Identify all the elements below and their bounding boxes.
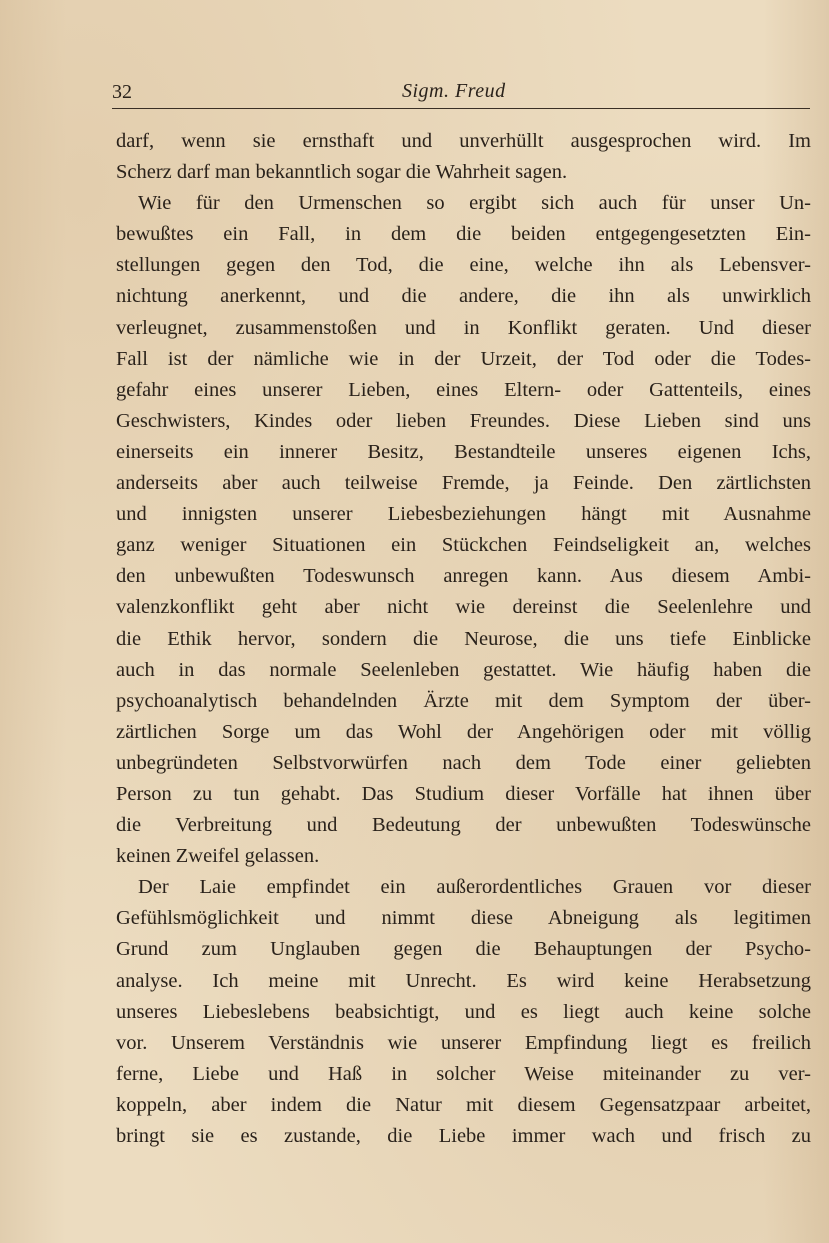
text-line: und innigsten unserer Liebesbeziehungen hängt mit Ausnahme — [116, 503, 811, 526]
text-line: koppeln, aber indem die Natur mit diesem Gegensatzpaar arbeitet, — [116, 1093, 811, 1116]
text-line: auch in das normale Seelenleben gestattet. Wie häufig haben die — [116, 658, 811, 681]
text-line: Der Laie empfindet ein außerordentliches Grauen vor dieser — [138, 876, 811, 899]
text-line: darf, wenn sie ernsthaft und unverhüllt ausgesprochen wird. Im — [116, 130, 811, 152]
text-line: Grund zum Unglauben gegen die Behauptungen der Psycho- — [116, 938, 811, 961]
text-line: unbegründeten Selbstvorwürfen nach dem Tode einer geliebten — [116, 751, 811, 774]
text-line: Person zu tun gehabt. Das Studium dieser Vorfälle hat ihnen über — [116, 782, 811, 805]
text-line: Wie für den Urmenschen so ergibt sich auch für unser Un- — [138, 192, 811, 215]
text-line: unseres Liebeslebens beabsichtigt, und es liegt auch keine solche — [116, 1000, 811, 1023]
text-line: bringt sie es zustande, die Liebe immer wach und frisch zu — [116, 1125, 811, 1147]
text-line: Gefühlsmöglichkeit und nimmt diese Abneigung als legitimen — [116, 907, 811, 930]
text-line: Scherz darf man bekanntlich sogar die Wahrheit sagen. — [116, 161, 568, 184]
text-line: gefahr eines unserer Lieben, eines Eltern- oder Gattenteils, eines — [116, 378, 811, 401]
text-line: ferne, Liebe und Haß in solcher Weise miteinander zu ver- — [116, 1062, 811, 1085]
text-line: bewußtes ein Fall, in dem die beiden entgegengesetzten Ein- — [116, 223, 811, 246]
text-line: stellungen gegen den Tod, die eine, welche ihn als Lebensver- — [116, 254, 811, 277]
text-line: die Ethik hervor, sondern die Neurose, die uns tiefe Einblicke — [116, 627, 811, 650]
text-line: analyse. Ich meine mit Unrecht. Es wird keine Herabsetzung — [116, 969, 811, 992]
text-line: nichtung anerkennt, und die andere, die ihn als unwirklich — [116, 285, 811, 308]
text-line: Fall ist der nämliche wie in der Urzeit, der Tod oder die Todes- — [116, 347, 811, 370]
text-line: zärtlichen Sorge um das Wohl der Angehörigen oder mit völlig — [116, 720, 811, 743]
text-line: verleugnet, zusammenstoßen und in Konflikt geraten. Und dieser — [116, 316, 811, 339]
text-line: keinen Zweifel gelassen. — [116, 845, 320, 868]
text-line: einerseits ein innerer Besitz, Bestandteile unseres eigenen Ichs, — [116, 440, 811, 463]
text-line: Geschwisters, Kindes oder lieben Freundes. Diese Lieben sind uns — [116, 409, 811, 432]
text-line: psychoanalytisch behandelnden Ärzte mit dem Symptom der über- — [116, 689, 811, 712]
text-line: anderseits aber auch teilweise Fremde, ja Feinde. Den zärtlichsten — [116, 472, 811, 495]
running-head-author: Sigm. Freud — [402, 80, 506, 102]
page-number: 32 — [112, 81, 132, 103]
running-head — [112, 78, 810, 109]
text-line: valenzkonflikt geht aber nicht wie dereinst die Seelenlehre und — [116, 596, 811, 619]
text-line: die Verbreitung und Bedeutung der unbewußten Todeswünsche — [116, 814, 811, 837]
text-line: ganz weniger Situationen ein Stückchen Feindseligkeit an, welches — [116, 534, 811, 557]
body-text — [116, 126, 811, 1152]
text-line: den unbewußten Todeswunsch anregen kann. Aus diesem Ambi- — [116, 565, 811, 588]
text-line: vor. Unserem Verständnis wie unserer Empfindung liegt es freilich — [116, 1031, 811, 1054]
